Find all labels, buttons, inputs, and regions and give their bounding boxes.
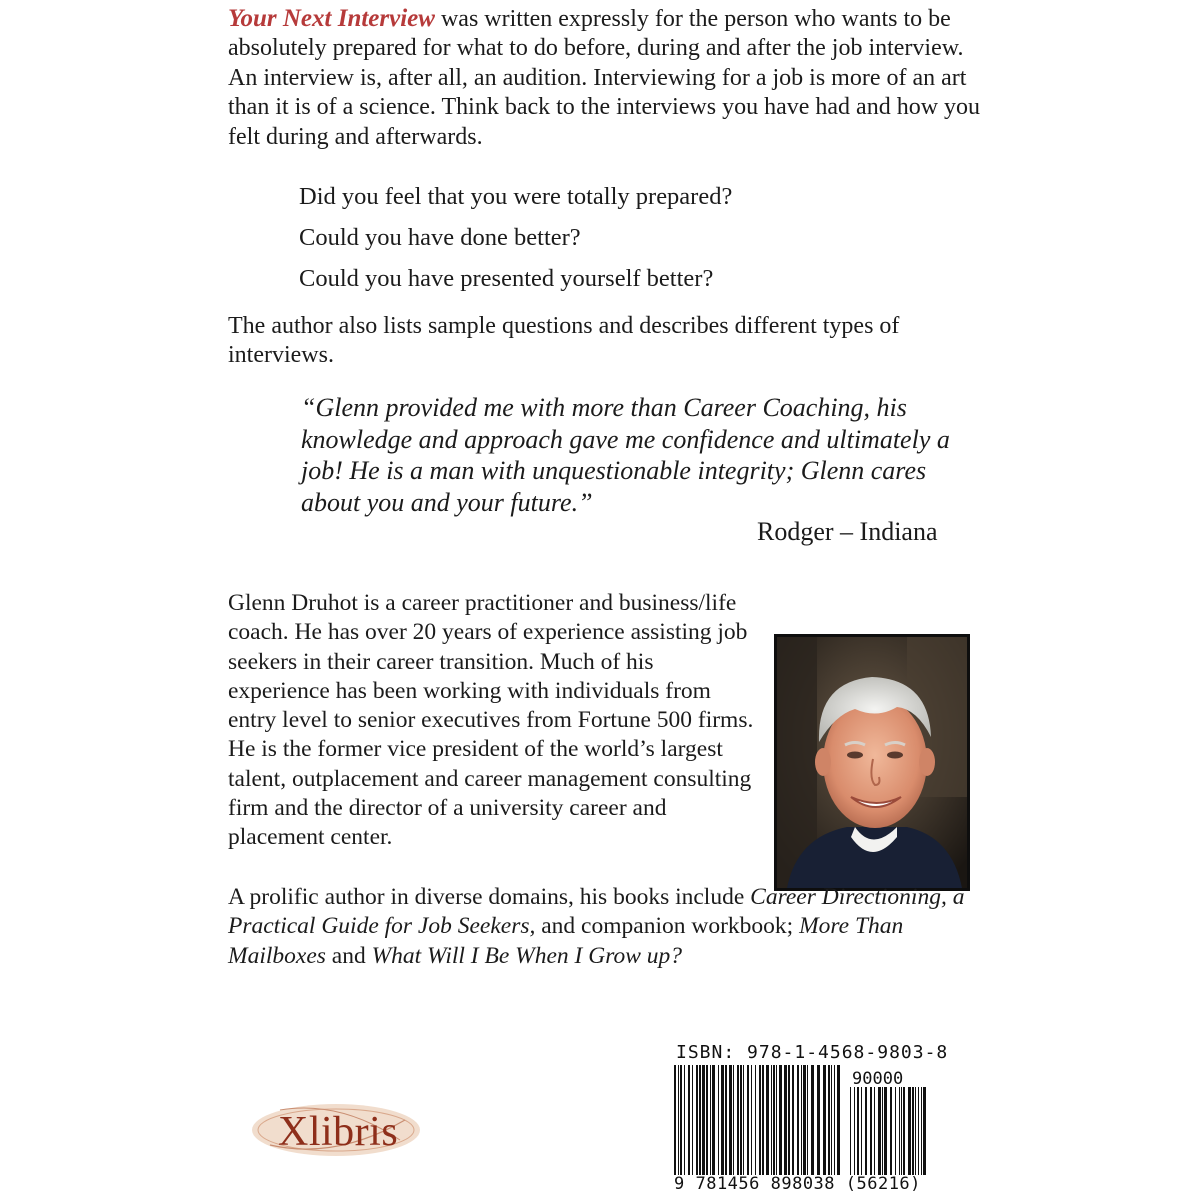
author-photo (774, 634, 970, 891)
question-1: Did you feel that you were totally prepared? (299, 183, 733, 210)
prolific-text-3: and (325, 942, 372, 969)
book-more-than-mailboxes: More Than Mailboxes (228, 913, 904, 969)
testimonial-attribution: Rodger – Indiana (757, 517, 938, 546)
prolific-paragraph (228, 883, 988, 971)
book-what-will-i-be: What Will I Be When I Grow up? (371, 942, 683, 969)
author-lists-paragraph: The author also lists sample questions and describes different types of interviews. (228, 313, 900, 369)
addon-price-code: 90000 (852, 1069, 904, 1089)
question-3: Could you have presented yourself better? (299, 265, 714, 292)
intro-text: was written expressly for the person who wants to be absolutely prepared for what to do before, during and after the job interview. An interview is, after all, an audition. Interviewing for a job is more of an art than it is of a science. Think back to the interviews you have had and how you felt during and afterwards. (228, 6, 981, 150)
testimonial-quote: “Glenn provided me with more than Career Coaching, his knowledge and approach gave me confidence and ultimately a job! He is a man with unquestionable integrity; Glenn cares about you and your future.” (301, 393, 950, 517)
book-title: Your Next Interview (228, 5, 435, 32)
isbn-label: ISBN: 978-1-4568-9803-8 (676, 1042, 949, 1063)
book-career-directioning: Career Directioning, a Practical Guide for Job Seekers, (228, 884, 965, 940)
prolific-text-2: and companion workbook; (535, 913, 800, 940)
intro-paragraph (228, 4, 988, 152)
prolific-text-1: A prolific author in diverse domains, his books include (228, 884, 751, 910)
publisher-logo: Xlibris (278, 1109, 399, 1155)
question-2: Could you have done better? (299, 224, 581, 251)
author-bio-text: Glenn Druhot is a career practitioner and business/life coach. He has over 20 years of experience assisting job seekers in their career transition. Much of his experience has been working with individuals from entry level to senior executives from Fortune 500 firms. He is the former vice president of the world’s largest talent, outplacement and career management consulting firm and the director of a university career and placement center. (228, 590, 754, 851)
barcode-digits: 9 781456 898038 (56216) (674, 1174, 921, 1194)
